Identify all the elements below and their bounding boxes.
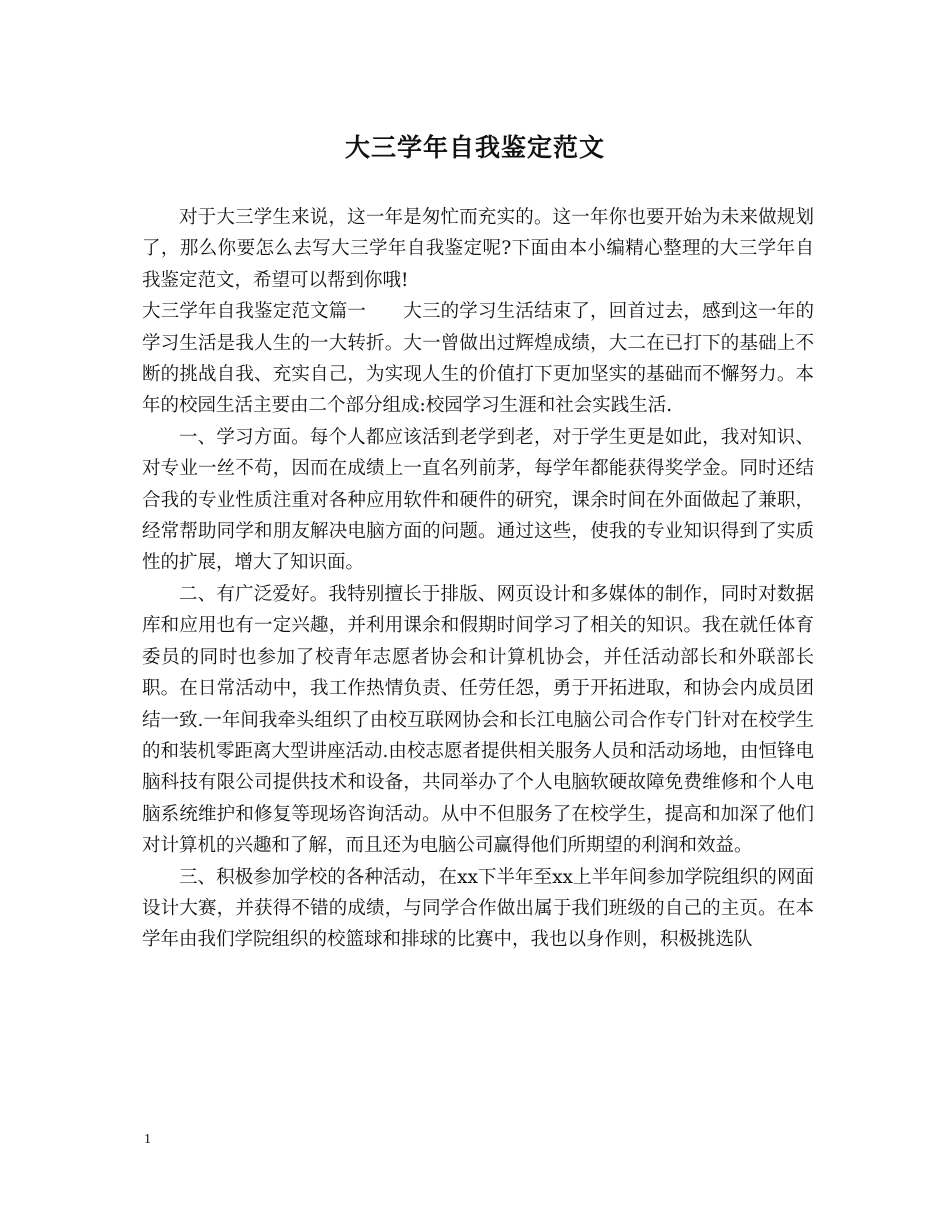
section-heading: 大三学年自我鉴定范文篇一 [142, 301, 367, 323]
hobbies-paragraph: 二、有广泛爱好。我特别擅长于排版、网页设计和多媒体的制作，同时对数据库和应用也有一定兴趣，并利用课余和假期时间学习了相关的知识。我在就任体育委员的同时也参加了校青年志愿者协会和计算机协会，并任活动部长和外联部长职。在日常活动中，我工作热情负责、任劳任怨，勇于开拓进取，和协会内成员团结一致.一年间我牵头组织了由校互联网协会和长江电脑公司合作专门针对在校学生的和装机零距离大型讲座活动.由校志愿者提供相关服务人员和活动场地，由恒锋电脑科技有限公司提供技术和设备，共同举办了个人电脑软硬故障免费维修和个人电脑系统维护和修复等现场咨询活动。从中不但服务了在校学生，提高和加深了他们对计算机的兴趣和了解，而且还为电脑公司赢得他们所期望的利润和效益。 [142, 583, 814, 857]
activities-paragraph: 三、积极参加学校的各种活动，在xx下半年至xx上半年间参加学院组织的网面设计大赛，并获得不错的成绩，与同学合作做出属于我们班级的自己的主页。在本学年由我们学院组织的校篮球和排球的比赛中，我也以身作则，积极挑选队 [142, 866, 814, 951]
section-paragraph [142, 296, 814, 422]
document-title: 大三学年自我鉴定范文 [344, 133, 605, 162]
study-paragraph: 一、学习方面。每个人都应该活到老学到老，对于学生更是如此，我对知识、对专业一丝不苟，因而在成绩上一直名列前茅，每学年都能获得奖学金。同时还结合我的专业性质注重对各种应用软件和硬件的研究，课余时间在外面做起了兼职，经常帮助同学和朋友解决电脑方面的问题。通过这些，使我的专业知识得到了实质性的扩展，增大了知识面。 [142, 426, 814, 574]
section-opening: 大三的学习生活结束了，回首过去，感到这一年的学习生活是我人生的一大转折。大一曾做出过辉煌成绩，大二在已打下的基础上不断的挑战自我、充实自己，为实现人生的价值打下更加坚实的基础而不懈努力。本年的校园生活主要由二个部分组成:校园学习生涯和社会实践生活. [142, 301, 814, 417]
page-number: 1 [144, 1132, 151, 1147]
document-body [142, 202, 814, 956]
intro-paragraph: 对于大三学生来说，这一年是匆忙而充实的。这一年你也要开始为未来做规划了，那么你要怎么去写大三学年自我鉴定呢?下面由本小编精心整理的大三学年自我鉴定范文，希望可以帮到你哦! [142, 207, 814, 291]
